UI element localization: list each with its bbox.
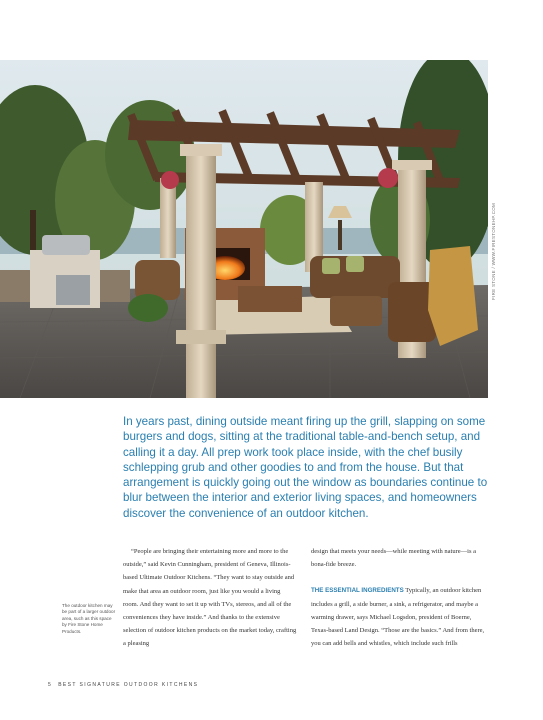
running-title: BEST SIGNATURE OUTDOOR KITCHENS <box>58 682 199 688</box>
body-paragraph: design that meets your needs—while meeting with nature—is a bona-fide breeze. <box>311 548 476 569</box>
outdoor-kitchen-photo <box>0 60 488 398</box>
page-footer <box>48 682 198 688</box>
page-number: 5 <box>48 682 53 688</box>
body-column-2 <box>311 545 487 650</box>
body-column-1 <box>123 545 297 651</box>
photo-caption: The outdoor kitchen may be part of a larger outdoor area, such as this space by Fire Stone Home Products. <box>62 603 116 634</box>
body-paragraph: “People are bringing their entertaining more and more to the outside,” said Kevin Cunningham, president of Geneva, Illinois-based Ultimate Outdoor Kitchens. “They want to stay outside and make that area an outdoor room, just like you would a living room. And they want to set it up with TVs, stereos, and all of the conveniences they have inside.” And thanks to the extensive selection of outdoor kitchen products on the market today, crafting a pleasing <box>123 548 297 648</box>
intro-paragraph: In years past, dining outside meant firing up the grill, slapping on some burgers and dogs, sitting at the traditional table-and-bench setup, and calling it a day. All prep work took place inside, with the chef busily schlepping grub and other goodies to and from the house. But that arrangement is quickly going out the window as boundaries continue to blur between the interior and exterior living spaces, and homeowners discover the convenience of an outdoor kitchen. <box>123 415 488 520</box>
section-kicker: THE ESSENTIAL INGREDIENTS <box>311 587 404 595</box>
body-paragraph <box>311 584 487 650</box>
photo-credit: FIRE STONE / WWW.FIRESTONEHP.COM <box>491 202 496 300</box>
body-text: Typically, an outdoor kitchen includes a grill, a side burner, a sink, a refrigerator, and maybe a warming drawer, says Michael Logsdon, president of Boerne, Texas-based Land Design. “Those are the basics.” And from there, you can add bells and whistles, which include such frills <box>311 587 485 648</box>
